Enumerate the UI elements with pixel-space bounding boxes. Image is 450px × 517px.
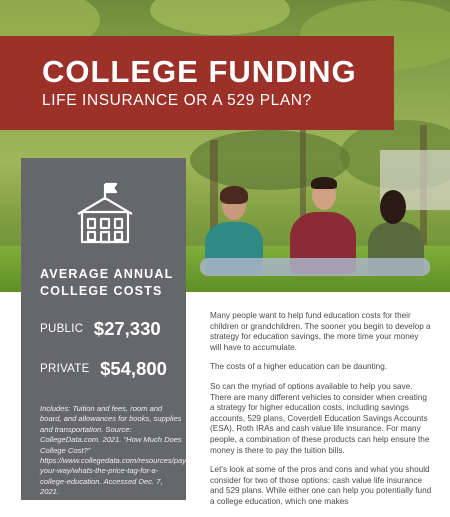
private-cost-row <box>40 358 167 380</box>
source-note: Includes: Tuition and fees, room and board, and allowances for books, supplies and transportation. Source: CollegeData.com. 2021. “How Much Does College Cost?” https://www.collegedata.com/resources/pay-your-way/whats-the-price-tag-for-a-college-education. Accessed Dec. 7, 2021. <box>40 404 189 497</box>
public-label: PUBLIC <box>40 323 84 335</box>
article-body <box>210 311 432 517</box>
body-paragraph: So can the myriad of options available to help you save. There are many different vehicles to consider when creating a strategy for higher education costs, including savings accounts, 529 plans, Coverdell Education Savings Accounts (ESA), Roth IRAs and cash value life insurance. For many people, a combination of these products can help ensure the money is there to pay the tuition bills. <box>210 381 430 455</box>
page-subtitle: LIFE INSURANCE OR A 529 PLAN? <box>42 92 312 109</box>
body-paragraph: The costs of a higher education can be daunting. <box>210 362 388 372</box>
body-paragraph: Many people want to help fund education costs for their children or grandchildren. The sooner you begin to develop a strategy for education savings, the more time your money will have to accumulate. <box>210 311 431 352</box>
public-amount: $27,330 <box>93 318 161 339</box>
private-amount: $54,800 <box>100 358 167 379</box>
cost-sidebar <box>21 158 189 500</box>
body-paragraph: Let's look at some of the pros and cons and what you should consider for two of those options: cash value life insurance and 529 plans. While either one can help you potentially fund a college education, which one makes <box>210 465 432 506</box>
private-label: PRIVATE <box>40 363 90 375</box>
school-building-icon <box>75 180 135 244</box>
page-title: COLLEGE FUNDING <box>42 54 357 89</box>
stats-heading <box>40 266 180 300</box>
stats-heading-line1: AVERAGE ANNUAL <box>40 267 174 281</box>
public-cost-row <box>40 318 161 340</box>
stats-heading-line2: COLLEGE COSTS <box>40 284 163 298</box>
